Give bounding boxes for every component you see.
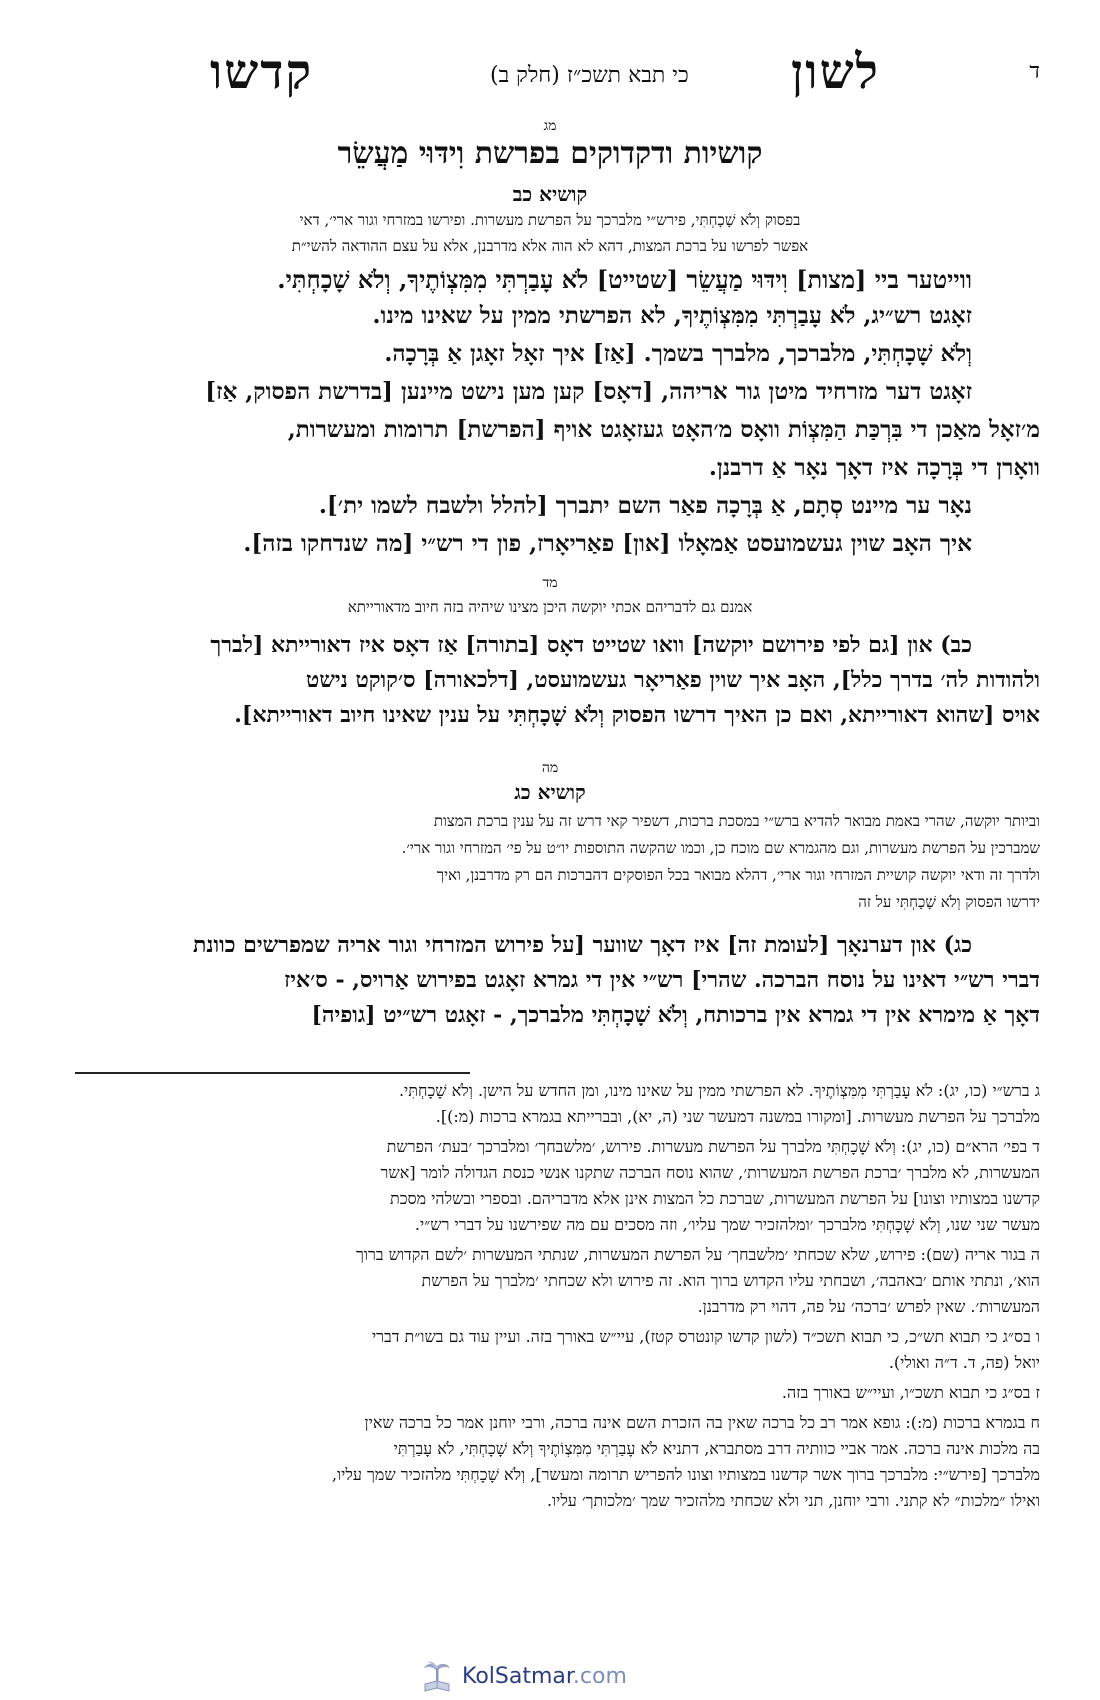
footnote-line: ד בפי׳ הרא״ם (כו, יג): וְלֹא שָׁכָחְתִּי מלברך על הפרשת מעשרות. פירוש, ׳מלשבחך׳ ומלברכך ׳בעת׳ הפרשת bbox=[386, 1137, 1040, 1156]
intro-line: אפשר לפרשו על ברכת המצות, דהא לא הוה אלא מדרבנן, אלא על עצם ההודאה להשי״ת bbox=[291, 237, 809, 255]
text-line: איך האָב שוין געשמועסט אַמאָלו [און] פאַריאָרז, פון די רש״י [מה שנדחקו בזה]. bbox=[243, 530, 972, 557]
footnote bbox=[60, 1134, 1040, 1238]
section-title: קושיות ודקדוקים בפרשת וִידּוּי מַעֲשֵׂר bbox=[337, 136, 763, 171]
footnote-line: מלברכך [פירש״י: מלברכך ברוך אשר קדשנו במצותיו וצונו להפריש תרומה ומעשר], וְלֹא שָׁכָחְתִּי מלהזכיר שמך עליו, bbox=[331, 1465, 1040, 1484]
body-paragraph bbox=[60, 628, 1040, 733]
footnote bbox=[60, 1242, 1040, 1320]
text-line: דאָך אַ מימרא אין די גמרא אין ברכותח, וְלֹא שָׁכָחְתִּי מלברכך, - זאָגט רש״יט [גופיה] bbox=[311, 1002, 1040, 1028]
footnote-line: המעשרות, לא מלברך ׳ברכת הפרשת המעשרות׳, שהוא נוסח הברכה שתקנו אנשי כנסת הגדולה לומר [אשר bbox=[380, 1163, 1040, 1182]
footnote-line: ו בס״ג כי תבוא תש״כ, כי תבוא תשכ״ד (לשון קדשו קונטרס קטז), עיי״ש באורך בזה. ועיין עוד גם בשו״ת דברי bbox=[371, 1327, 1040, 1346]
page-header bbox=[60, 44, 1040, 100]
footnote bbox=[60, 1380, 1040, 1406]
footnote-line: ח בגמרא ברכות (מ:): גופא אמר רב כל ברכה שאין בה הזכרת השם אינה ברכה, ורבי יוחנן אמר כל ברכה שאין bbox=[364, 1413, 1040, 1432]
footnote bbox=[60, 1078, 1040, 1130]
text-line: זאָגט רש״יג, לֹא עָבַרְתִּי מִמִּצְוֹתֶיךָ, לא הפרשתי ממין על שאינו מינו. bbox=[372, 302, 972, 329]
kushya-intro bbox=[60, 207, 1040, 259]
footnote-line: ה בגור אריה (שם): פירוש, שלא שכחתי ׳מלשבחך׳ על הפרשת המעשרות, שנתתי המעשרות ׳לשם הקדוש ברוך bbox=[356, 1245, 1040, 1264]
footnote-divider bbox=[75, 1072, 470, 1074]
text-line: וואָרן די בְּרָכָה איז דאָך נאָר אַ דרבנן. bbox=[708, 454, 1040, 481]
footnote-line: יואל (פה, ד. ד״ה ואולי). bbox=[888, 1353, 1040, 1372]
kushya-intro bbox=[60, 808, 1040, 916]
text-line: נאָר ער מיינט סְתָם, אַ בְּרָכָה פאַר השם יתברך [להלל ולשבח לשמו ית׳]. bbox=[318, 492, 972, 519]
watermark-logo bbox=[410, 1660, 670, 1696]
page-number: ד bbox=[1029, 59, 1040, 84]
footnote-line: מעשר שני שנו, וְלֹא שָׁכָחְתִּי מלברכך ׳ומלהזכיר שמך עליו׳, וזה מסכים עם מה שפירשנו על דברי רש״י. bbox=[414, 1215, 1040, 1234]
parsha-label: כי תבא תשכ״ז (חלק ב) bbox=[490, 63, 689, 88]
footnote-line: קדשנו במצותיו וצונו] על הפרשת המעשרות, שברכת כל המצות אינן אלא מדבריהם. ובספרי ובשלהי מסכת bbox=[389, 1189, 1040, 1208]
footnote bbox=[60, 1324, 1040, 1376]
text-line: ווייטער ביי [מצות] וִידּוּי מַעֲשֵׂר [שטייט] לֹא עָבַרְתִּי מִמִּצְוֹתֶיךָ, וְלֹא שָׁכָחְתִּי. bbox=[277, 265, 972, 294]
intro-line: שמברכין על הפרשת מעשרות, וגם מהגמרא שם מוכח כן, וכמו שהקשה התוספות יו״ט על פי׳ המזרחי וגור ארי׳. bbox=[401, 839, 1040, 857]
section-number: מד bbox=[542, 575, 558, 591]
text-line: ולהודות לה׳ בדרך כלל], האָב איך שוין פאַריאָר געשמועסט, [דלכאורה] ס׳קוקט נישט bbox=[306, 667, 1040, 693]
logo-text bbox=[462, 1664, 627, 1689]
section-number: מה bbox=[541, 760, 559, 776]
logo-suffix: .com bbox=[572, 1664, 627, 1689]
text-line: אויס [שהוא דאורייתא, ואם כן האיך דרשו הפסוק וְלֹא שָׁכָחְתִּי על ענין שאינו חיוב דאורייתא]. bbox=[234, 702, 1040, 728]
yiddish-text bbox=[60, 262, 1040, 563]
palm-tree-book-icon bbox=[420, 1660, 454, 1694]
intro-line: ולדרך זה ודאי יוקשה קושיית המזרחי וגור ארי׳, דהלא מבואר בכל הפוסקים דהברכות הם רק מדרבנן, ואיך bbox=[436, 866, 1040, 884]
footnote-line: ז בס״ג כי תבוא תשכ״ו, ועיי״ש באורך בזה. bbox=[781, 1383, 1040, 1402]
intro-line: בפסוק וְלֹא שָׁכָחְתִּי, פירש״י מלברכך על הפרשת מעשרות. ופירשו במזרחי וגור ארי׳, דאי bbox=[299, 211, 801, 229]
kushya-label: קושיא כב bbox=[512, 182, 588, 206]
kushya-label: קושיא כג bbox=[514, 780, 586, 804]
footnote-line: המעשרות׳. שאין לפרש ׳ברכה׳ על פה, דהוי רק מדרבנן. bbox=[697, 1297, 1040, 1316]
section-intro: אמנם גם לדבריהם אכתי יוקשה היכן מצינו שיהיה בזה חיוב מדאורייתא bbox=[347, 598, 753, 616]
footnote bbox=[60, 1410, 1040, 1514]
footnote-line: מלברכך על הפרשת מעשרות. [ומקורו במשנה דמעשר שני (ה, יא), ובברייתא בגמרא ברכות (מ:)]. bbox=[435, 1107, 1040, 1126]
footnote-line: ואילו ״מלכות״ לא קתני. ורבי יוחנן, תני ולא שכחתי מלהזכיר שמך ׳מלכותך׳ עליו. bbox=[546, 1491, 1040, 1510]
footnote-line: בה מלכות אינה ברכה. אמר אביי כוותיה דרב מסתברא, דתניא לֹא עָבַרְתִּי מִמִּצְוֹתֶיךָ וְלֹא שָׁכָחְתִּי, לֹא עָבַרְתִּי bbox=[393, 1439, 1040, 1458]
text-line: דברי רש״י דאינו על נוסח הברכה. שהרי] רש״י אין די גמרא זאָגט בפירוש אַרויס, - ס׳איז bbox=[284, 967, 1040, 993]
logo-name: KolSatmar bbox=[462, 1664, 573, 1689]
text-line: כב) און [גם לפי פירושם יוקשה] וואו שטייט דאָס [בתורה] אַז דאָס איז דאורייתא [לברך bbox=[210, 632, 972, 658]
footnote-line: הוא׳, ונתתי אותם ׳באהבה׳, ושבחתי עליו הקדוש ברוך הוא. זה פירוש ולא שכחתי ׳מלברך על הפרשת bbox=[421, 1271, 1040, 1290]
footnotes bbox=[60, 1078, 1040, 1514]
running-title-left: קדשו bbox=[210, 44, 314, 100]
text-line: כג) און דערנאָך [לעומת זה] איז דאָך שווער [על פירוש המזרחי וגור אריה שמפרשים כוונת bbox=[192, 932, 972, 958]
text-line: זאָגט דער מזרחיד מיטן גור אריהה, [דאָס] קען מען נישט מיינען [בדרשת הפסוק, אַז] bbox=[205, 378, 972, 405]
running-title-right: לשון bbox=[791, 44, 880, 100]
footnote-line: ג ברש״י (כו, יג): לֹא עָבַרְתִּי מִמִּצְוֹתֶיךָ. לא הפרשתי ממין על שאינו מינו, ומן החדש על הישן. וְלֹא שָׁכָחְתִּי. bbox=[398, 1081, 1040, 1100]
body-paragraph bbox=[60, 928, 1040, 1033]
intro-line: וביותר יוקשה, שהרי באמת מבואר להדיא ברש״י במסכת ברכות, דשפיר קאי דרש זה על ענין ברכת המצות bbox=[433, 812, 1040, 830]
text-line: וְלֹא שָׁכָחְתִּי, מלברכך, מלברך בשמך. [אַז] איך זאָל זאָגן אַ בְּרָכָה. bbox=[384, 340, 972, 367]
section-number: מג bbox=[543, 118, 557, 134]
text-line: מ׳זאָל מאַכן די בִּרְכַּת הַמִּצְוֹת וואָס מ׳האָט געזאָגט אויף [הפרשת] תרומות ומעשרות, bbox=[287, 416, 1040, 443]
intro-line: ידרשו הפסוק וְלֹא שָׁכָחְתִּי על זה bbox=[858, 893, 1040, 911]
